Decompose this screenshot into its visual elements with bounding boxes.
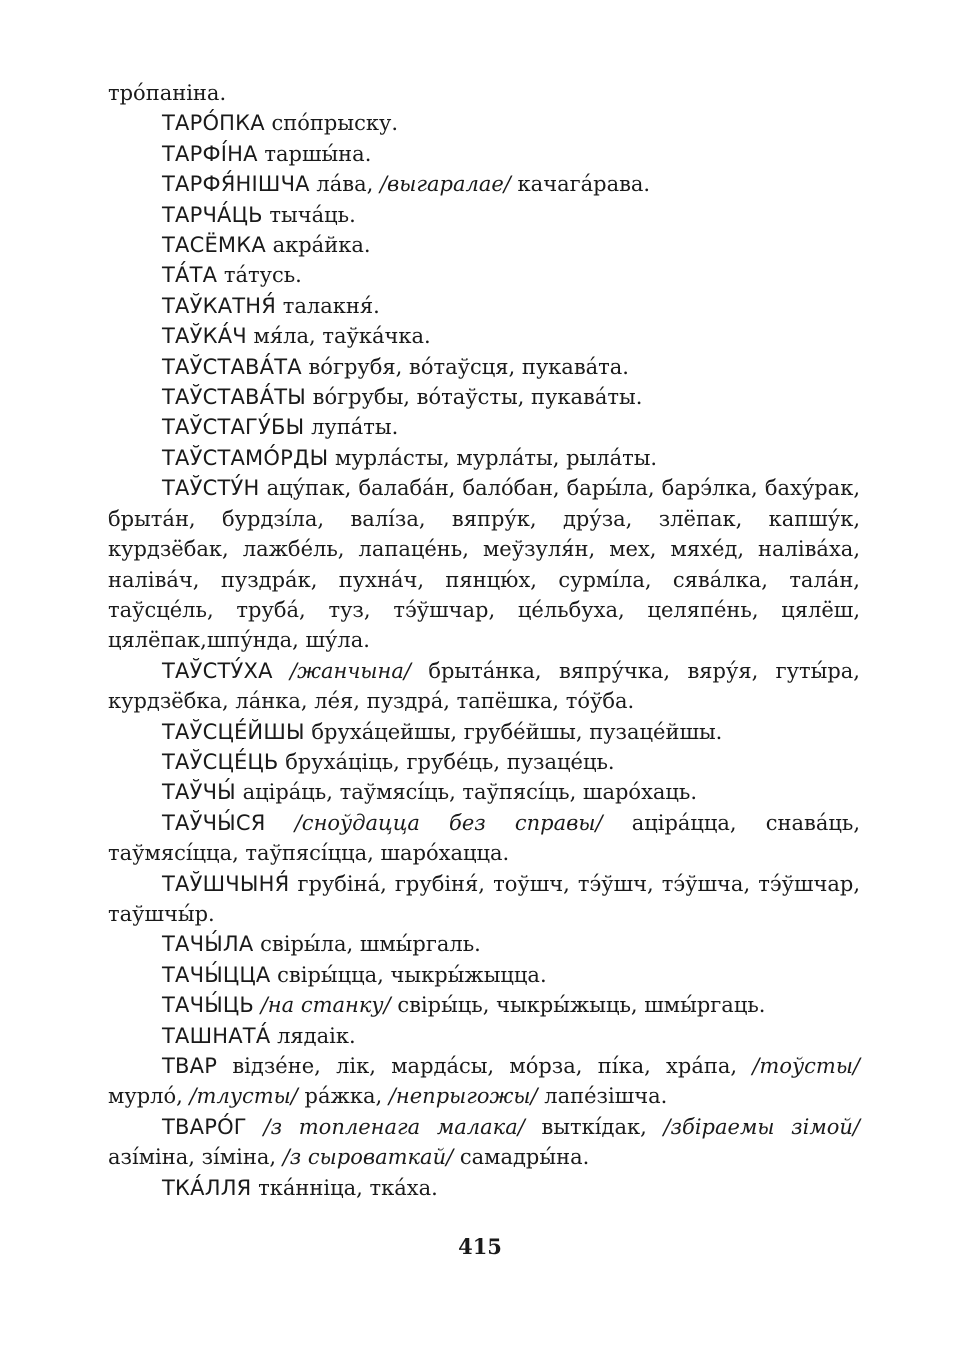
dictionary-entry: ТАЎСТУ́Н ацу́пак, балаба́н, бало́бан, бары́ла, барэ́лка, баху́рак, брыта́н, бурдзі́ла, валі́за, вяпру́к, дру́за, злёпак, капшу́к, курдзёбак, лажбе́ль, лапаце́нь, меўзуля́н, мех, мяхе́д, наліва́ха, наліва́ч, пуздра́к, пухна́ч, пянцю́х, сурмі́ла, сява́лка, тала́н, таўсце́ль, труба́, туз, тэ́ўшчар, це́льбуха, целяпе́нь, цялёш, цялёпак,шпу́нда, шу́ла. (108, 476, 860, 653)
usage-note: /сноўдацца без справы/ (294, 810, 603, 835)
entry-headword: ТАЎЧЫ́СЯ (162, 810, 266, 835)
entry-headword: ТАЎКА́Ч (162, 324, 247, 349)
dictionary-entry: ТАЎСТАМО́РДЫ мурла́сты, мурла́ты, рыла́ты. (162, 445, 658, 470)
entry-headword: ТВАРО́Г (162, 1114, 247, 1139)
dictionary-entry: ТАРЧА́ЦЬ тыча́ць. (162, 202, 356, 227)
dictionary-entry: ТАЧЫ́ЛА свіры́ла, шмы́ргаль. (162, 932, 481, 957)
dictionary-entry: ТАЎЧЫ́ аціра́ць, таўмясі́ць, таўпясі́ць, шаро́хаць. (162, 780, 698, 805)
entry-headword: ТАЎСТАВА́ТА (162, 354, 302, 379)
dictionary-entry: ТАЧЫ́ЦЦА свіры́цца, чыкры́жыцца. (162, 962, 547, 987)
entry-headword: ТАЎСЦЕ́ЙШЫ (162, 719, 305, 744)
dictionary-entry: ТАЎСТАВА́ТА во́грубя, во́таўсця, пукава́та. (162, 354, 629, 379)
usage-note: /непрыгожы/ (388, 1084, 538, 1109)
entry-headword: ТАРФЯ́НІШЧА (162, 172, 310, 197)
entry-headword: ТАРО́ПКА (162, 111, 265, 136)
dictionary-entry: ТАЎСЦЕ́ЙШЫ бруха́цейшы, грубе́йшы, пузаце́йшы. (162, 719, 723, 744)
entry-headword: ТАЎШЧЫНЯ́ (162, 871, 290, 896)
dictionary-entry: ТАЧЫ́ЦЬ /на станку/ свіры́ць, чыкры́жыць, шмы́ргаць. (162, 993, 766, 1018)
entry-headword: ТАЎСЦЕ́ЦЬ (162, 749, 279, 774)
entry-headword: ТАЎЧЫ́ (162, 780, 236, 805)
entry-headword: ТАСЁМКА (162, 233, 266, 258)
entry-headword: ТАЎСТАВА́ТЫ (162, 385, 306, 410)
dictionary-entry: ТАЎСТАВА́ТЫ во́грубы, во́таўсты, пукава́ты. (162, 385, 643, 410)
dictionary-entry: ТА́ТА та́тусь. (162, 263, 302, 288)
dictionary-entry: ТАЎСЦЕ́ЦЬ бруха́ціць, грубе́ць, пузаце́ць. (162, 749, 615, 774)
entry-headword: ТАРЧА́ЦЬ (162, 202, 263, 227)
entry-headword: ТАЎСТУ́Н (162, 476, 260, 501)
dictionary-entry: ТАРФЯ́НІШЧА ла́ва, /выгаралае/ качага́рава. (162, 172, 651, 197)
entry-headword: ТКА́ЛЛЯ (162, 1175, 252, 1200)
dictionary-entry: ТАЎСТАГУ́БЫ лупа́ты. (162, 415, 399, 440)
dictionary-text (108, 78, 860, 1203)
entry-headword: ТАЎСТАГУ́БЫ (162, 415, 305, 440)
usage-note: /выгаралае/ (379, 172, 511, 197)
dictionary-entry: ТВАР відзе́не, лік, марда́сы, мо́рза, пі́ка, хра́па, /тоўсты/ мурло́, /тлусты/ ра́жка, /непрыгожы/ лапе́зішча. (108, 1054, 860, 1109)
dictionary-entry: ТАРО́ПКА спо́прыску. (162, 111, 399, 136)
dictionary-entry: ТАЎШЧЫНЯ́ грубіна́, грубіня́, тоўшч, тэ́ўшч, тэ́ўшча, тэ́ўшчар, таўшчы́р. (108, 871, 860, 926)
entry-headword: ТАЎСТАМО́РДЫ (162, 445, 329, 470)
entry-headword: ТА́ТА (162, 263, 218, 288)
dictionary-entry: ТАШНАТА́ лядаік. (162, 1023, 356, 1048)
usage-note: /з сыроваткай/ (282, 1145, 454, 1170)
usage-note: /тоўсты/ (752, 1054, 860, 1078)
entry-headword: ТАЧЫ́ЦЦА (162, 962, 271, 987)
entry-headword: ТАЎСТУ́ХА (162, 658, 273, 683)
dictionary-entry: тро́паніна. (108, 81, 227, 105)
dictionary-entry: ТАЎСТУ́ХА /жанчына/ брыта́нка, вяпру́чка, вяру́я, гуты́ра, курдзёбка, ла́нка, ле́я, пуздра́, тапёшка, то́ўба. (108, 658, 860, 714)
usage-note: /з топленага малака/ (263, 1114, 525, 1139)
entry-headword: ТАЎКАТНЯ́ (162, 293, 277, 318)
usage-note: /на станку/ (260, 993, 391, 1018)
usage-note: /тлусты/ (189, 1084, 298, 1109)
dictionary-entry: ТКА́ЛЛЯ тка́нніца, тка́ха. (162, 1175, 438, 1200)
dictionary-entry: ТАЎЧЫ́СЯ /сноўдацца без справы/ аціра́цца, снава́ць, таўмясі́цца, таўпясі́цца, шаро́хацца. (108, 810, 860, 866)
dictionary-entry: ТАЎКАТНЯ́ талакня́. (162, 293, 380, 318)
usage-note: /збіраемы зімой/ (663, 1114, 860, 1139)
dictionary-entry: ТАРФІ́НА таршы́на. (162, 141, 372, 166)
page-number: 415 (458, 1234, 502, 1259)
entry-headword: ТВАР (162, 1054, 218, 1078)
entry-headword: ТАЧЫ́ЦЬ (162, 993, 255, 1018)
dictionary-entry: ТАЎКА́Ч мя́ла, таўка́чка. (162, 324, 431, 349)
usage-note: /жанчына/ (290, 658, 411, 683)
dictionary-entry: ТАСЁМКА акра́йка. (162, 233, 371, 258)
entry-headword: ТАРФІ́НА (162, 141, 258, 166)
dictionary-entry: ТВАРО́Г /з топленага малака/ выткі́дак, /збіраемы зімой/ азі́міна, зі́міна, /з сыроваткай/ самадры́на. (108, 1114, 860, 1170)
entry-headword: ТАЧЫ́ЛА (162, 932, 254, 957)
entry-headword: ТАШНАТА́ (162, 1023, 271, 1048)
